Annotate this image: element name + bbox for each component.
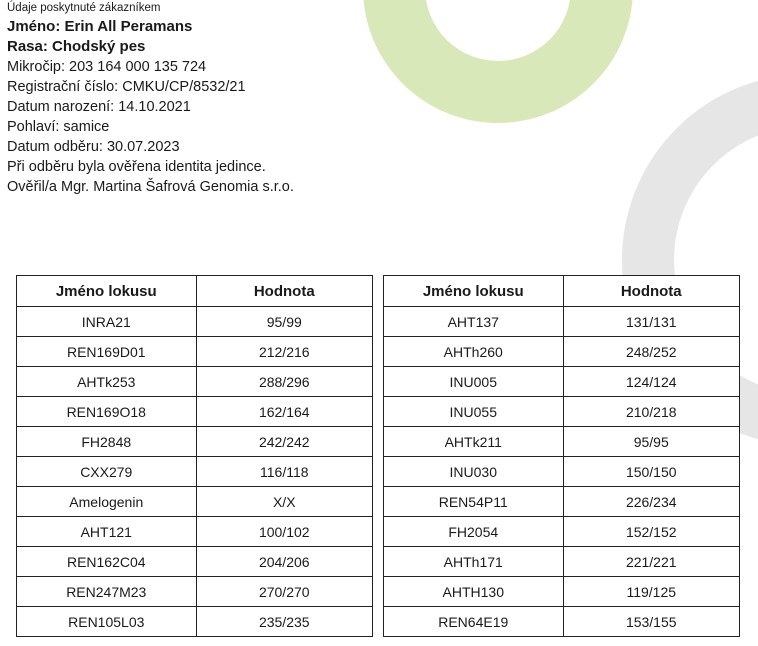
microchip: Mikročip: 203 164 000 135 724 xyxy=(7,59,207,75)
table-row xyxy=(17,607,373,637)
sample-date: Datum odběru: 30.07.2023 xyxy=(7,139,180,155)
locus-cell: AHTh260 xyxy=(384,337,564,367)
table-row xyxy=(384,307,740,337)
table-row xyxy=(384,337,740,367)
value-cell: X/X xyxy=(196,487,372,517)
identity-note: Při odběru byla ověřena identita jedince. xyxy=(7,159,266,175)
locus-cell: REN169O18 xyxy=(17,397,197,427)
value-cell: 119/125 xyxy=(563,577,740,607)
locus-cell: CXX279 xyxy=(17,457,197,487)
locus-cell: INU030 xyxy=(384,457,564,487)
value-cell: 124/124 xyxy=(563,367,740,397)
value-column-header: Hodnota xyxy=(563,276,740,307)
value-cell: 100/102 xyxy=(196,517,372,547)
table-row xyxy=(17,307,373,337)
value-cell: 235/235 xyxy=(196,607,372,637)
locus-column-header: Jméno lokusu xyxy=(17,276,197,307)
locus-cell: AHTk211 xyxy=(384,427,564,457)
locus-cell: INU055 xyxy=(384,397,564,427)
dog-name: Jméno: Erin All Peramans xyxy=(7,18,193,35)
table-header-row xyxy=(384,276,740,307)
table-row xyxy=(384,397,740,427)
table-row xyxy=(17,457,373,487)
locus-cell: AHTH130 xyxy=(384,577,564,607)
table-row xyxy=(384,607,740,637)
table-header-row xyxy=(17,276,373,307)
locus-cell: Amelogenin xyxy=(17,487,197,517)
value-cell: 131/131 xyxy=(563,307,740,337)
value-cell: 150/150 xyxy=(563,457,740,487)
locus-cell: REN64E19 xyxy=(384,607,564,637)
birth-date: Datum narození: 14.10.2021 xyxy=(7,99,191,115)
table-row xyxy=(17,487,373,517)
table-row xyxy=(17,577,373,607)
sex: Pohlaví: samice xyxy=(7,119,110,135)
value-cell: 248/252 xyxy=(563,337,740,367)
table-row xyxy=(17,367,373,397)
customer-info xyxy=(7,0,294,197)
locus-cell: REN54P11 xyxy=(384,487,564,517)
locus-cell: REN105L03 xyxy=(17,607,197,637)
registration-number: Registrační číslo: CMKU/CP/8532/21 xyxy=(7,79,246,95)
table-row xyxy=(384,427,740,457)
table-row xyxy=(17,337,373,367)
table-row xyxy=(384,457,740,487)
value-cell: 116/118 xyxy=(196,457,372,487)
value-column-header: Hodnota xyxy=(196,276,372,307)
value-cell: 226/234 xyxy=(563,487,740,517)
locus-cell: INU005 xyxy=(384,367,564,397)
locus-cell: REN162C04 xyxy=(17,547,197,577)
table-row xyxy=(384,517,740,547)
value-cell: 270/270 xyxy=(196,577,372,607)
dog-breed: Rasa: Chodský pes xyxy=(7,38,146,55)
green-ring-decoration xyxy=(394,0,602,92)
value-cell: 95/95 xyxy=(563,427,740,457)
table-row xyxy=(17,517,373,547)
locus-cell: REN169D01 xyxy=(17,337,197,367)
locus-cell: AHTk253 xyxy=(17,367,197,397)
value-cell: 153/155 xyxy=(563,607,740,637)
loci-table-left xyxy=(16,275,373,637)
value-cell: 212/216 xyxy=(196,337,372,367)
locus-cell: AHT121 xyxy=(17,517,197,547)
verified-by: Ověřil/a Mgr. Martina Šafrová Genomia s.r.o. xyxy=(7,179,294,195)
value-cell: 204/206 xyxy=(196,547,372,577)
table-row xyxy=(384,547,740,577)
value-cell: 221/221 xyxy=(563,547,740,577)
locus-cell: INRA21 xyxy=(17,307,197,337)
locus-cell: AHTh171 xyxy=(384,547,564,577)
locus-cell: FH2054 xyxy=(384,517,564,547)
table-row xyxy=(17,427,373,457)
table-row xyxy=(384,487,740,517)
value-cell: 162/164 xyxy=(196,397,372,427)
value-cell: 152/152 xyxy=(563,517,740,547)
value-cell: 242/242 xyxy=(196,427,372,457)
table-row xyxy=(384,577,740,607)
locus-cell: AHT137 xyxy=(384,307,564,337)
value-cell: 95/99 xyxy=(196,307,372,337)
loci-tables xyxy=(16,275,740,637)
locus-cell: FH2848 xyxy=(17,427,197,457)
table-row xyxy=(384,367,740,397)
value-cell: 288/296 xyxy=(196,367,372,397)
provided-by-label: Údaje poskytnuté zákazníkem xyxy=(7,2,161,14)
table-row xyxy=(17,397,373,427)
table-row xyxy=(17,547,373,577)
value-cell: 210/218 xyxy=(563,397,740,427)
loci-table-right xyxy=(383,275,740,637)
locus-column-header: Jméno lokusu xyxy=(384,276,564,307)
locus-cell: REN247M23 xyxy=(17,577,197,607)
